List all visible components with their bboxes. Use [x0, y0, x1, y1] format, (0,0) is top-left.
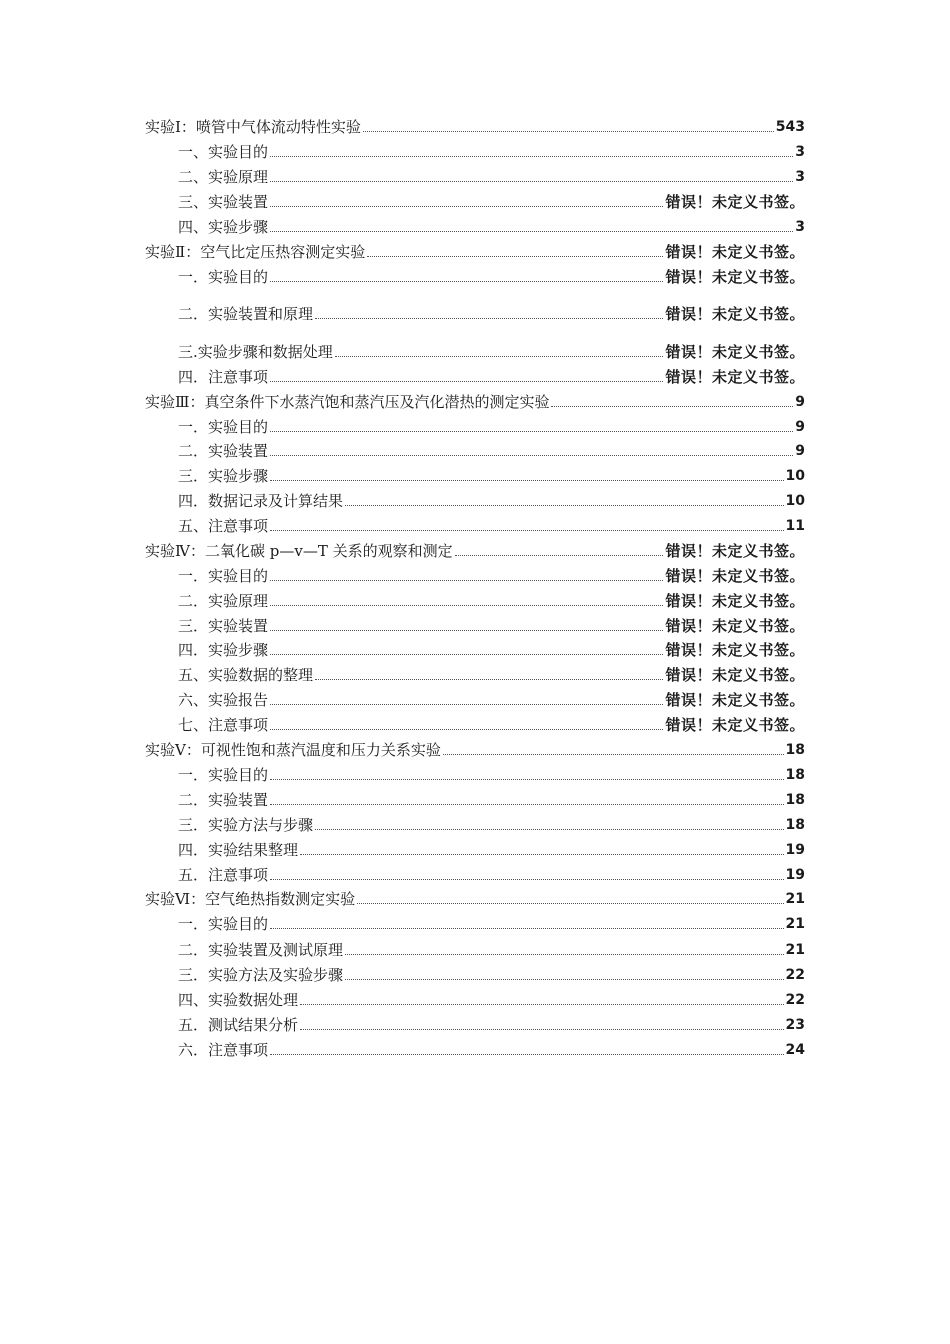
toc-entry-title: 五．注意事项: [178, 866, 269, 884]
toc-entry-page: 3: [795, 219, 805, 235]
toc-dot-leader: [270, 530, 784, 531]
toc-entry-page: 错误！未定义书签。: [665, 567, 805, 585]
toc-dot-leader: [270, 181, 793, 182]
toc-entry-page: 18: [785, 792, 805, 808]
toc-entry-page: 错误！未定义书签。: [665, 617, 805, 635]
toc-entry-page: 错误！未定义书签。: [665, 542, 805, 560]
toc-dot-leader: [367, 256, 663, 257]
toc-entry-page: 24: [785, 1042, 805, 1058]
toc-entry-chapter[interactable]: [145, 889, 805, 909]
toc-entry-title: 二．实验装置及测试原理: [178, 941, 344, 959]
toc-dot-leader: [315, 318, 663, 319]
toc-entry-page: 9: [795, 419, 805, 435]
toc-entry-section[interactable]: [178, 591, 805, 611]
toc-entry-title: 实验Ⅵ：空气绝热指数测定实验: [145, 890, 356, 908]
toc-dot-leader: [300, 1029, 784, 1030]
toc-dot-leader: [315, 829, 784, 830]
toc-dot-leader: [443, 754, 784, 755]
toc-entry-title: 实验Ⅰ：喷管中气体流动特性实验: [145, 118, 361, 136]
toc-entry-title: 三．实验步骤: [178, 467, 269, 485]
toc-dot-leader: [270, 630, 663, 631]
toc-entry-page: 错误！未定义书签。: [665, 243, 805, 261]
toc-entry-title: 五、注意事项: [178, 517, 269, 535]
toc-entry-title: 一．实验目的: [178, 268, 269, 286]
toc-entry-title: 四．实验步骤: [178, 641, 269, 659]
toc-entry-title: 三．实验装置: [178, 617, 269, 635]
toc-entry-page: 11: [785, 518, 805, 534]
toc-entry-section[interactable]: [178, 690, 805, 710]
toc-entry-title: 四、实验数据处理: [178, 991, 299, 1009]
toc-dot-leader: [300, 854, 784, 855]
toc-entry-title: 六．注意事项: [178, 1041, 269, 1059]
toc-dot-leader: [315, 679, 663, 680]
toc-entry-section[interactable]: [178, 790, 805, 810]
toc-entry-page: 22: [785, 967, 805, 983]
toc-dot-leader: [363, 131, 774, 132]
toc-entry-page: 23: [785, 1017, 805, 1033]
toc-dot-leader: [345, 954, 784, 955]
toc-entry-title: 一．实验目的: [178, 915, 269, 933]
toc-entry-title: 实验Ⅴ：可视性饱和蒸汽温度和压力关系实验: [145, 741, 441, 759]
toc-entry-section[interactable]: [178, 217, 805, 237]
toc-entry-page: 错误！未定义书签。: [665, 368, 805, 386]
toc-dot-leader: [300, 1004, 784, 1005]
toc-entry-chapter[interactable]: [145, 392, 805, 412]
toc-entry-page: 9: [795, 443, 805, 459]
toc-entry-section[interactable]: [178, 367, 805, 387]
toc-entry-section[interactable]: [178, 441, 805, 461]
toc-entry-page: 3: [795, 144, 805, 160]
toc-dot-leader: [270, 231, 793, 232]
toc-dot-leader: [270, 381, 663, 382]
toc-entry-title: 二．实验装置和原理: [178, 305, 314, 323]
toc-dot-leader: [270, 605, 663, 606]
toc-dot-leader: [270, 729, 663, 730]
toc-entry-section[interactable]: [178, 715, 805, 735]
toc-entry-title: 五．测试结果分析: [178, 1016, 299, 1034]
toc-entry-title: 四．实验结果整理: [178, 841, 299, 859]
toc-dot-leader: [357, 903, 783, 904]
toc-dot-leader: [270, 580, 663, 581]
toc-dot-leader: [345, 505, 784, 506]
toc-entry-page: 错误！未定义书签。: [665, 305, 805, 323]
toc-entry-title: 一、实验目的: [178, 143, 269, 161]
toc-entry-page: 18: [785, 767, 805, 783]
toc-entry-page: 错误！未定义书签。: [665, 716, 805, 734]
toc-entry-title: 三.实验步骤和数据处理: [178, 343, 333, 361]
toc-dot-leader: [270, 156, 793, 157]
toc-entry-title: 二、实验原理: [178, 168, 269, 186]
toc-entry-page: 10: [785, 468, 805, 484]
toc-entry-title: 四．数据记录及计算结果: [178, 492, 344, 510]
toc-entry-section[interactable]: [178, 566, 805, 586]
toc-entry-chapter[interactable]: [145, 117, 805, 137]
toc-entry-chapter[interactable]: [145, 242, 805, 262]
toc-dot-leader: [455, 555, 664, 556]
toc-entry-section[interactable]: [178, 466, 805, 486]
toc-entry-section[interactable]: [178, 342, 805, 362]
toc-entry-section[interactable]: [178, 865, 805, 885]
toc-entry-page: 10: [785, 493, 805, 509]
toc-entry-section[interactable]: [178, 304, 805, 324]
toc-dot-leader: [270, 1054, 784, 1055]
toc-entry-title: 一．实验目的: [178, 567, 269, 585]
toc-entry-title: 二．实验装置: [178, 442, 269, 460]
toc-dot-leader: [270, 704, 663, 705]
toc-entry-title: 三．实验方法及实验步骤: [178, 966, 344, 984]
toc-entry-title: 七、注意事项: [178, 716, 269, 734]
toc-entry-title: 二．实验原理: [178, 592, 269, 610]
toc-entry-section[interactable]: [178, 665, 805, 685]
toc-entry-title: 三．实验方法与步骤: [178, 816, 314, 834]
toc-entry-title: 实验Ⅲ：真空条件下水蒸汽饱和蒸汽压及汽化潜热的测定实验: [145, 393, 550, 411]
toc-entry-section[interactable]: [178, 417, 805, 437]
toc-entry-page: 错误！未定义书签。: [665, 691, 805, 709]
toc-entry-title: 四．注意事项: [178, 368, 269, 386]
toc-dot-leader: [270, 654, 663, 655]
toc-entry-title: 二．实验装置: [178, 791, 269, 809]
toc-dot-leader: [270, 281, 663, 282]
toc-entry-section[interactable]: [178, 1015, 805, 1035]
toc-dot-leader: [270, 879, 784, 880]
toc-entry-page: 543: [775, 119, 805, 135]
toc-entry-title: 六、实验报告: [178, 691, 269, 709]
toc-entry-page: 22: [785, 992, 805, 1008]
toc-dot-leader: [335, 356, 664, 357]
toc-entry-section[interactable]: [178, 914, 805, 934]
toc-dot-leader: [270, 455, 793, 456]
toc-entry-section[interactable]: [178, 167, 805, 187]
toc-entry-title: 四、实验步骤: [178, 218, 269, 236]
toc-entry-title: 一．实验目的: [178, 766, 269, 784]
toc-entry-section[interactable]: [178, 267, 805, 287]
toc-dot-leader: [270, 779, 784, 780]
toc-entry-section[interactable]: [178, 616, 805, 636]
toc-dot-leader: [551, 406, 793, 407]
toc-entry-section[interactable]: [178, 142, 805, 162]
toc-entry-page: 18: [785, 742, 805, 758]
toc-entry-chapter[interactable]: [145, 541, 805, 561]
toc-entry-section[interactable]: [178, 192, 805, 212]
toc-entry-title: 五、实验数据的整理: [178, 666, 314, 684]
toc-entry-page: 21: [785, 942, 805, 958]
toc-entry-page: 21: [785, 916, 805, 932]
toc-entry-title: 实验Ⅱ：空气比定压热容测定实验: [145, 243, 366, 261]
toc-entry-section[interactable]: [178, 990, 805, 1010]
toc-entry-title: 三、实验装置: [178, 193, 269, 211]
toc-entry-section[interactable]: [178, 840, 805, 860]
toc-entry-section[interactable]: [178, 491, 805, 511]
toc-entry-page: 错误！未定义书签。: [665, 592, 805, 610]
toc-entry-page: 19: [785, 867, 805, 883]
toc-entry-section[interactable]: [178, 965, 805, 985]
toc-entry-page: 19: [785, 842, 805, 858]
toc-dot-leader: [270, 206, 663, 207]
toc-entry-section[interactable]: [178, 640, 805, 660]
toc-entry-section[interactable]: [178, 940, 805, 960]
toc-entry-page: 3: [795, 169, 805, 185]
toc-entry-page: 9: [795, 394, 805, 410]
toc-entry-page: 错误！未定义书签。: [665, 193, 805, 211]
toc-entry-page: 18: [785, 817, 805, 833]
toc-entry-page: 错误！未定义书签。: [665, 641, 805, 659]
toc-dot-leader: [270, 480, 784, 481]
toc-entry-page: 错误！未定义书签。: [665, 268, 805, 286]
toc-entry-section[interactable]: [178, 765, 805, 785]
toc-entry-page: 21: [785, 891, 805, 907]
toc-dot-leader: [270, 431, 793, 432]
toc-dot-leader: [270, 928, 784, 929]
toc-dot-leader: [270, 804, 784, 805]
toc-entry-section[interactable]: [178, 516, 805, 536]
toc-entry-section[interactable]: [178, 815, 805, 835]
toc-entry-chapter[interactable]: [145, 740, 805, 760]
toc-dot-leader: [345, 979, 784, 980]
toc-entry-page: 错误！未定义书签。: [665, 666, 805, 684]
toc-entry-title: 实验Ⅳ：二氧化碳 p—v—T 关系的观察和测定: [145, 542, 453, 560]
toc-entry-title: 一．实验目的: [178, 418, 269, 436]
toc-entry-page: 错误！未定义书签。: [665, 343, 805, 361]
toc-entry-section[interactable]: [178, 1040, 805, 1060]
